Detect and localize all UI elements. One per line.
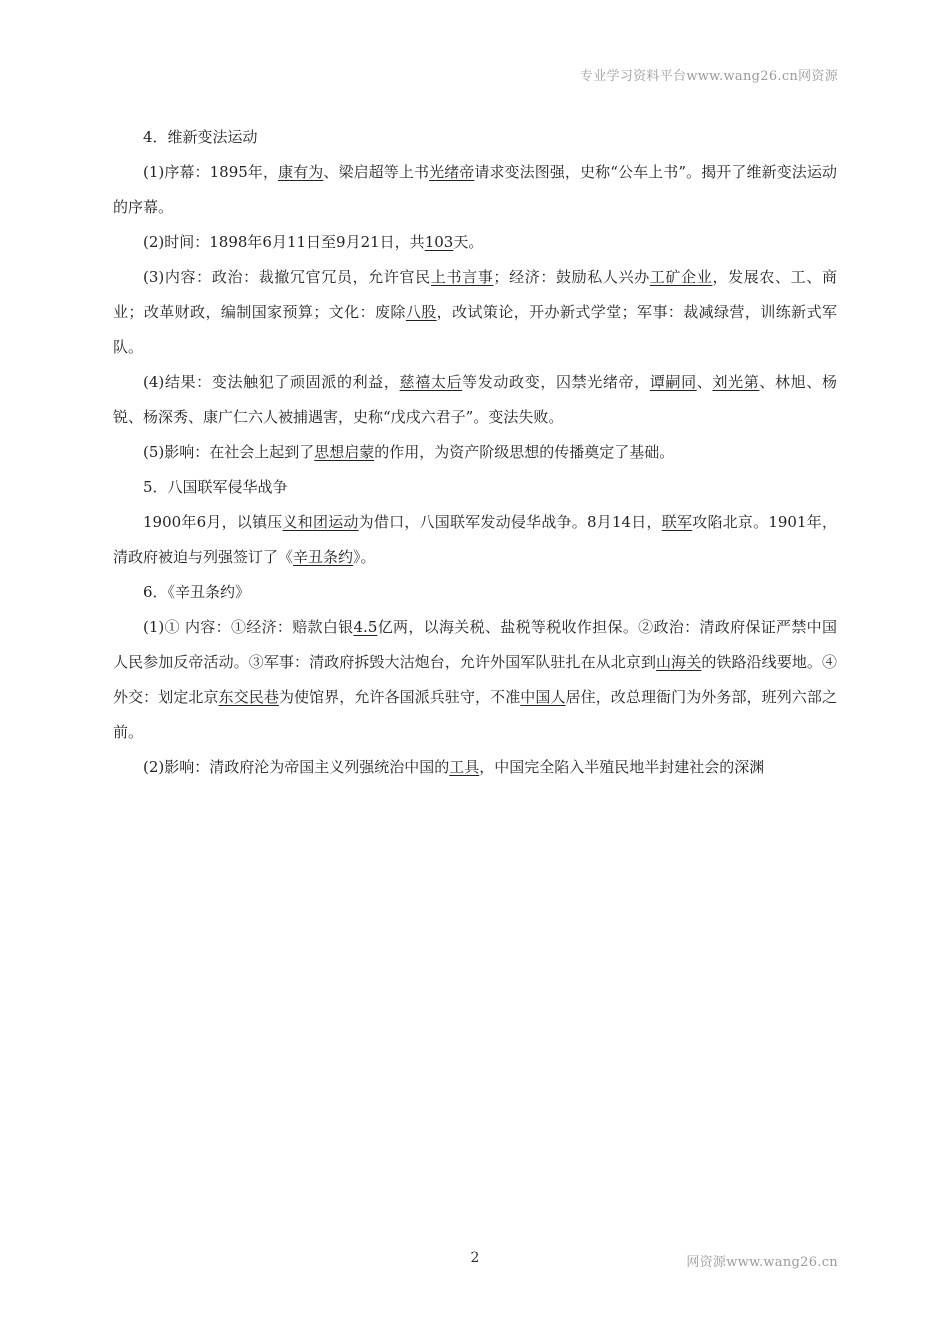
paragraph-time xyxy=(113,225,837,260)
underlined-term: 中国人 xyxy=(520,688,566,706)
underlined-term: 谭嗣同 xyxy=(649,373,697,391)
underlined-term: 工具 xyxy=(449,758,480,776)
paragraph-prelude xyxy=(113,155,837,225)
underlined-term: 山海关 xyxy=(656,653,702,671)
text-run: (2)时间：1898年6月11日至9月21日，共 xyxy=(143,233,425,251)
text-run: (3)内容：政治：裁撤冗官冗员，允许官民 xyxy=(143,268,431,286)
paragraph-result xyxy=(113,365,837,435)
underlined-term: 光绪帝 xyxy=(429,163,475,181)
paragraph-impact xyxy=(113,435,837,470)
text-run: (2)影响：清政府沦为帝国主义列强统治中国的 xyxy=(143,758,450,776)
underlined-term: 思想启蒙 xyxy=(314,443,375,461)
section-heading-5: 5．八国联军侵华战争 xyxy=(143,478,288,496)
text-run: 请求变法图强，史称“公车上书”。揭开了维新变法运动的序幕。 xyxy=(113,163,837,216)
section-heading-6: 6．《辛丑条约》 xyxy=(143,583,251,601)
underlined-term: 刘光第 xyxy=(712,373,760,391)
text-run: 亿两，以海关税、盐税等税收作担保。②政治：清政府保证严禁中国人民参加反帝活动。③军事：清政府拆毁大沽炮台，允许外国军队驻扎在从北京到 xyxy=(113,618,837,671)
underlined-term: 八股 xyxy=(405,303,437,321)
text-run: (1)① 内容：①经济：赔款白银 xyxy=(143,618,354,636)
text-run: 为使馆界，允许各国派兵驻守，不准 xyxy=(278,688,521,706)
paragraph-treaty-impact xyxy=(113,750,837,785)
text-run: ；经济：鼓励私人兴办 xyxy=(493,268,650,286)
underlined-term: 慈禧太后 xyxy=(399,373,463,391)
underlined-term: 辛丑条约 xyxy=(293,548,354,566)
text-run: 》。 xyxy=(353,548,376,566)
text-run: 攻陷北京。1901年，清政府被迫与列强签订了《 xyxy=(113,513,837,566)
paragraph-war xyxy=(113,505,837,575)
text-run: 居住，改总理衙门为外务部，班列六部之前。 xyxy=(113,688,837,741)
footer-watermark: 网资源www.wang26.cn xyxy=(686,1255,838,1270)
section-heading-4: 4．维新变法运动 xyxy=(143,128,258,146)
underlined-term: 联军 xyxy=(661,513,693,531)
page-number: 2 xyxy=(470,1250,480,1266)
text-run: ，发展农、工、商业；改革财政，编制国家预算；文化：废除 xyxy=(113,268,837,321)
text-run: 1900年6月，以镇压 xyxy=(143,513,283,531)
text-run: ，中国完全陷入半殖民地半封建社会的深渊 xyxy=(479,758,765,776)
underlined-term: 103 xyxy=(424,233,454,251)
text-run: 为借口，八国联军发动侵华战争。8月14日， xyxy=(358,513,662,531)
underlined-term: 康有为 xyxy=(278,163,324,181)
text-run: 的作用，为资产阶级思想的传播奠定了基础。 xyxy=(374,443,675,461)
text-run: (4)结果：变法触犯了顽固派的利益， xyxy=(143,373,400,391)
underlined-term: 东交民巷 xyxy=(218,688,279,706)
text-run: 、 xyxy=(696,373,713,391)
text-run: 、梁启超等上书 xyxy=(323,163,430,181)
text-run: 等发动政变，囚禁光绪帝， xyxy=(462,373,650,391)
document-body xyxy=(113,120,837,785)
text-run: 的铁路沿线要地。④外交：划定北京 xyxy=(113,653,837,706)
underlined-term: 工矿企业 xyxy=(649,268,713,286)
underlined-term: 4.5 xyxy=(353,618,378,636)
underlined-term: 上书言事 xyxy=(430,268,494,286)
text-run: 天。 xyxy=(453,233,484,251)
text-run: (1)序幕：1895年， xyxy=(143,163,279,181)
paragraph-content xyxy=(113,260,837,365)
text-run: (5)影响：在社会上起到了 xyxy=(143,443,315,461)
paragraph-treaty-content xyxy=(113,610,837,750)
page-header: 专业学习资料平台www.wang26.cn网资源 xyxy=(579,69,838,84)
text-run: ，改试策论，开办新式学堂；军事：裁减绿营，训练新式军队。 xyxy=(113,303,837,356)
text-run: 、林旭、杨锐、杨深秀、康广仁六人被捕遇害，史称“戊戌六君子”。变法失败。 xyxy=(113,373,837,426)
underlined-term: 义和团运动 xyxy=(282,513,359,531)
